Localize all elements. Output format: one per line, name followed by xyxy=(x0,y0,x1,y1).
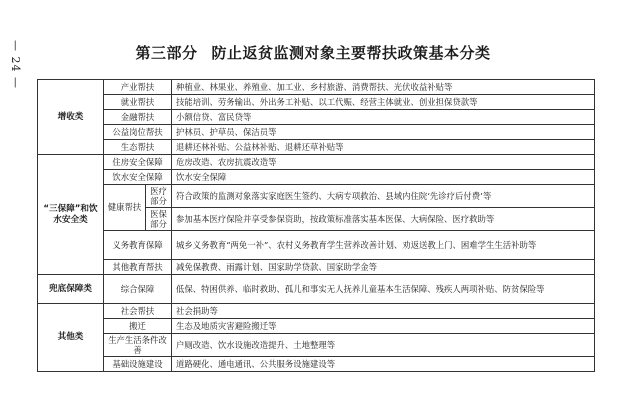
policy-cell: 户厕改造、饮水设施改造提升、土地整理等 xyxy=(172,334,595,357)
table-row xyxy=(38,319,595,334)
category-cell: 增收类 xyxy=(38,80,104,155)
table-row xyxy=(38,185,595,208)
item-cell: 搬迁 xyxy=(104,319,172,334)
policy-table xyxy=(37,79,595,372)
item-cell: 就业帮扶 xyxy=(104,95,172,110)
table-row xyxy=(38,110,595,125)
policy-cell: 符合政策的监测对象落实家庭医生签约、大病专项救治、县域内住院‘先诊疗后付费’等 xyxy=(172,185,595,208)
policy-cell: 城乡义务教育“两免一补”、农村义务教育学生营养改善计划、劝返送教上门、困难学生生活补助等 xyxy=(172,231,595,260)
table-row xyxy=(38,231,595,260)
policy-cell: 护林员、护草员、保洁员等 xyxy=(172,125,595,140)
policy-cell: 参加基本医疗保险并享受参保资助，按政策标准落实基本医保、大病保险、医疗救助等 xyxy=(172,208,595,231)
subitem-cell: 医保部分 xyxy=(146,208,172,231)
item-cell: 社会帮扶 xyxy=(104,304,172,319)
policy-cell: 饮水安全保障 xyxy=(172,170,595,185)
policy-cell: 危房改造、农房抗震改造等 xyxy=(172,155,595,170)
policy-cell: 低保、特困供养、临时救助、孤儿和事实无人抚养儿童基本生活保障、残疾人两项补贴、防贫保险等 xyxy=(172,275,595,304)
item-cell: 公益岗位帮扶 xyxy=(104,125,172,140)
table-row xyxy=(38,170,595,185)
page-title xyxy=(0,42,626,63)
title-text: 防止返贫监测对象主要帮扶政策基本分类 xyxy=(211,44,491,62)
item-cell: 基础设施建设 xyxy=(104,357,172,372)
item-cell: 饮水安全保障 xyxy=(104,170,172,185)
item-cell: 综合保障 xyxy=(104,275,172,304)
category-cell: 兜底保障类 xyxy=(38,275,104,304)
policy-cell: 种植业、林果业、养殖业、加工业、乡村旅游、消费帮扶、光伏收益补贴等 xyxy=(172,80,595,95)
table-row xyxy=(38,140,595,155)
page-number: — 24 — xyxy=(9,40,22,89)
table-row xyxy=(38,357,595,372)
item-cell: 健康帮扶 xyxy=(104,185,146,231)
item-cell: 其他教育帮扶 xyxy=(104,260,172,275)
table-row xyxy=(38,334,595,357)
policy-cell: 技能培训、劳务输出、外出务工补贴、以工代赈、经营主体就业、创业担保贷款等 xyxy=(172,95,595,110)
item-cell: 住房安全保障 xyxy=(104,155,172,170)
policy-cell: 减免保教费、雨露计划、国家助学贷款、国家助学金等 xyxy=(172,260,595,275)
policy-cell: 道路硬化、通电通讯、公共服务设施建设等 xyxy=(172,357,595,372)
table-row xyxy=(38,260,595,275)
subitem-cell: 医疗部分 xyxy=(146,185,172,208)
policy-cell: 生态及地质灾害避险搬迁等 xyxy=(172,319,595,334)
policy-cell: 社会捐助等 xyxy=(172,304,595,319)
table-row xyxy=(38,95,595,110)
item-cell: 义务教育保障 xyxy=(104,231,172,260)
table-row xyxy=(38,275,595,304)
item-cell: 生产生活条件改善 xyxy=(104,334,172,357)
item-cell: 生态帮扶 xyxy=(104,140,172,155)
policy-cell: 小额信贷、富民贷等 xyxy=(172,110,595,125)
item-cell: 产业帮扶 xyxy=(104,80,172,95)
table-row xyxy=(38,155,595,170)
table-row xyxy=(38,80,595,95)
category-cell: 其他类 xyxy=(38,304,104,372)
table-row xyxy=(38,304,595,319)
title-part: 第三部分 xyxy=(135,44,198,62)
item-cell: 金融帮扶 xyxy=(104,110,172,125)
policy-cell: 退耕还林补贴、公益林补贴、退耕还草补贴等 xyxy=(172,140,595,155)
table-row xyxy=(38,125,595,140)
category-cell: “三保障”和饮水安全类 xyxy=(38,155,104,275)
